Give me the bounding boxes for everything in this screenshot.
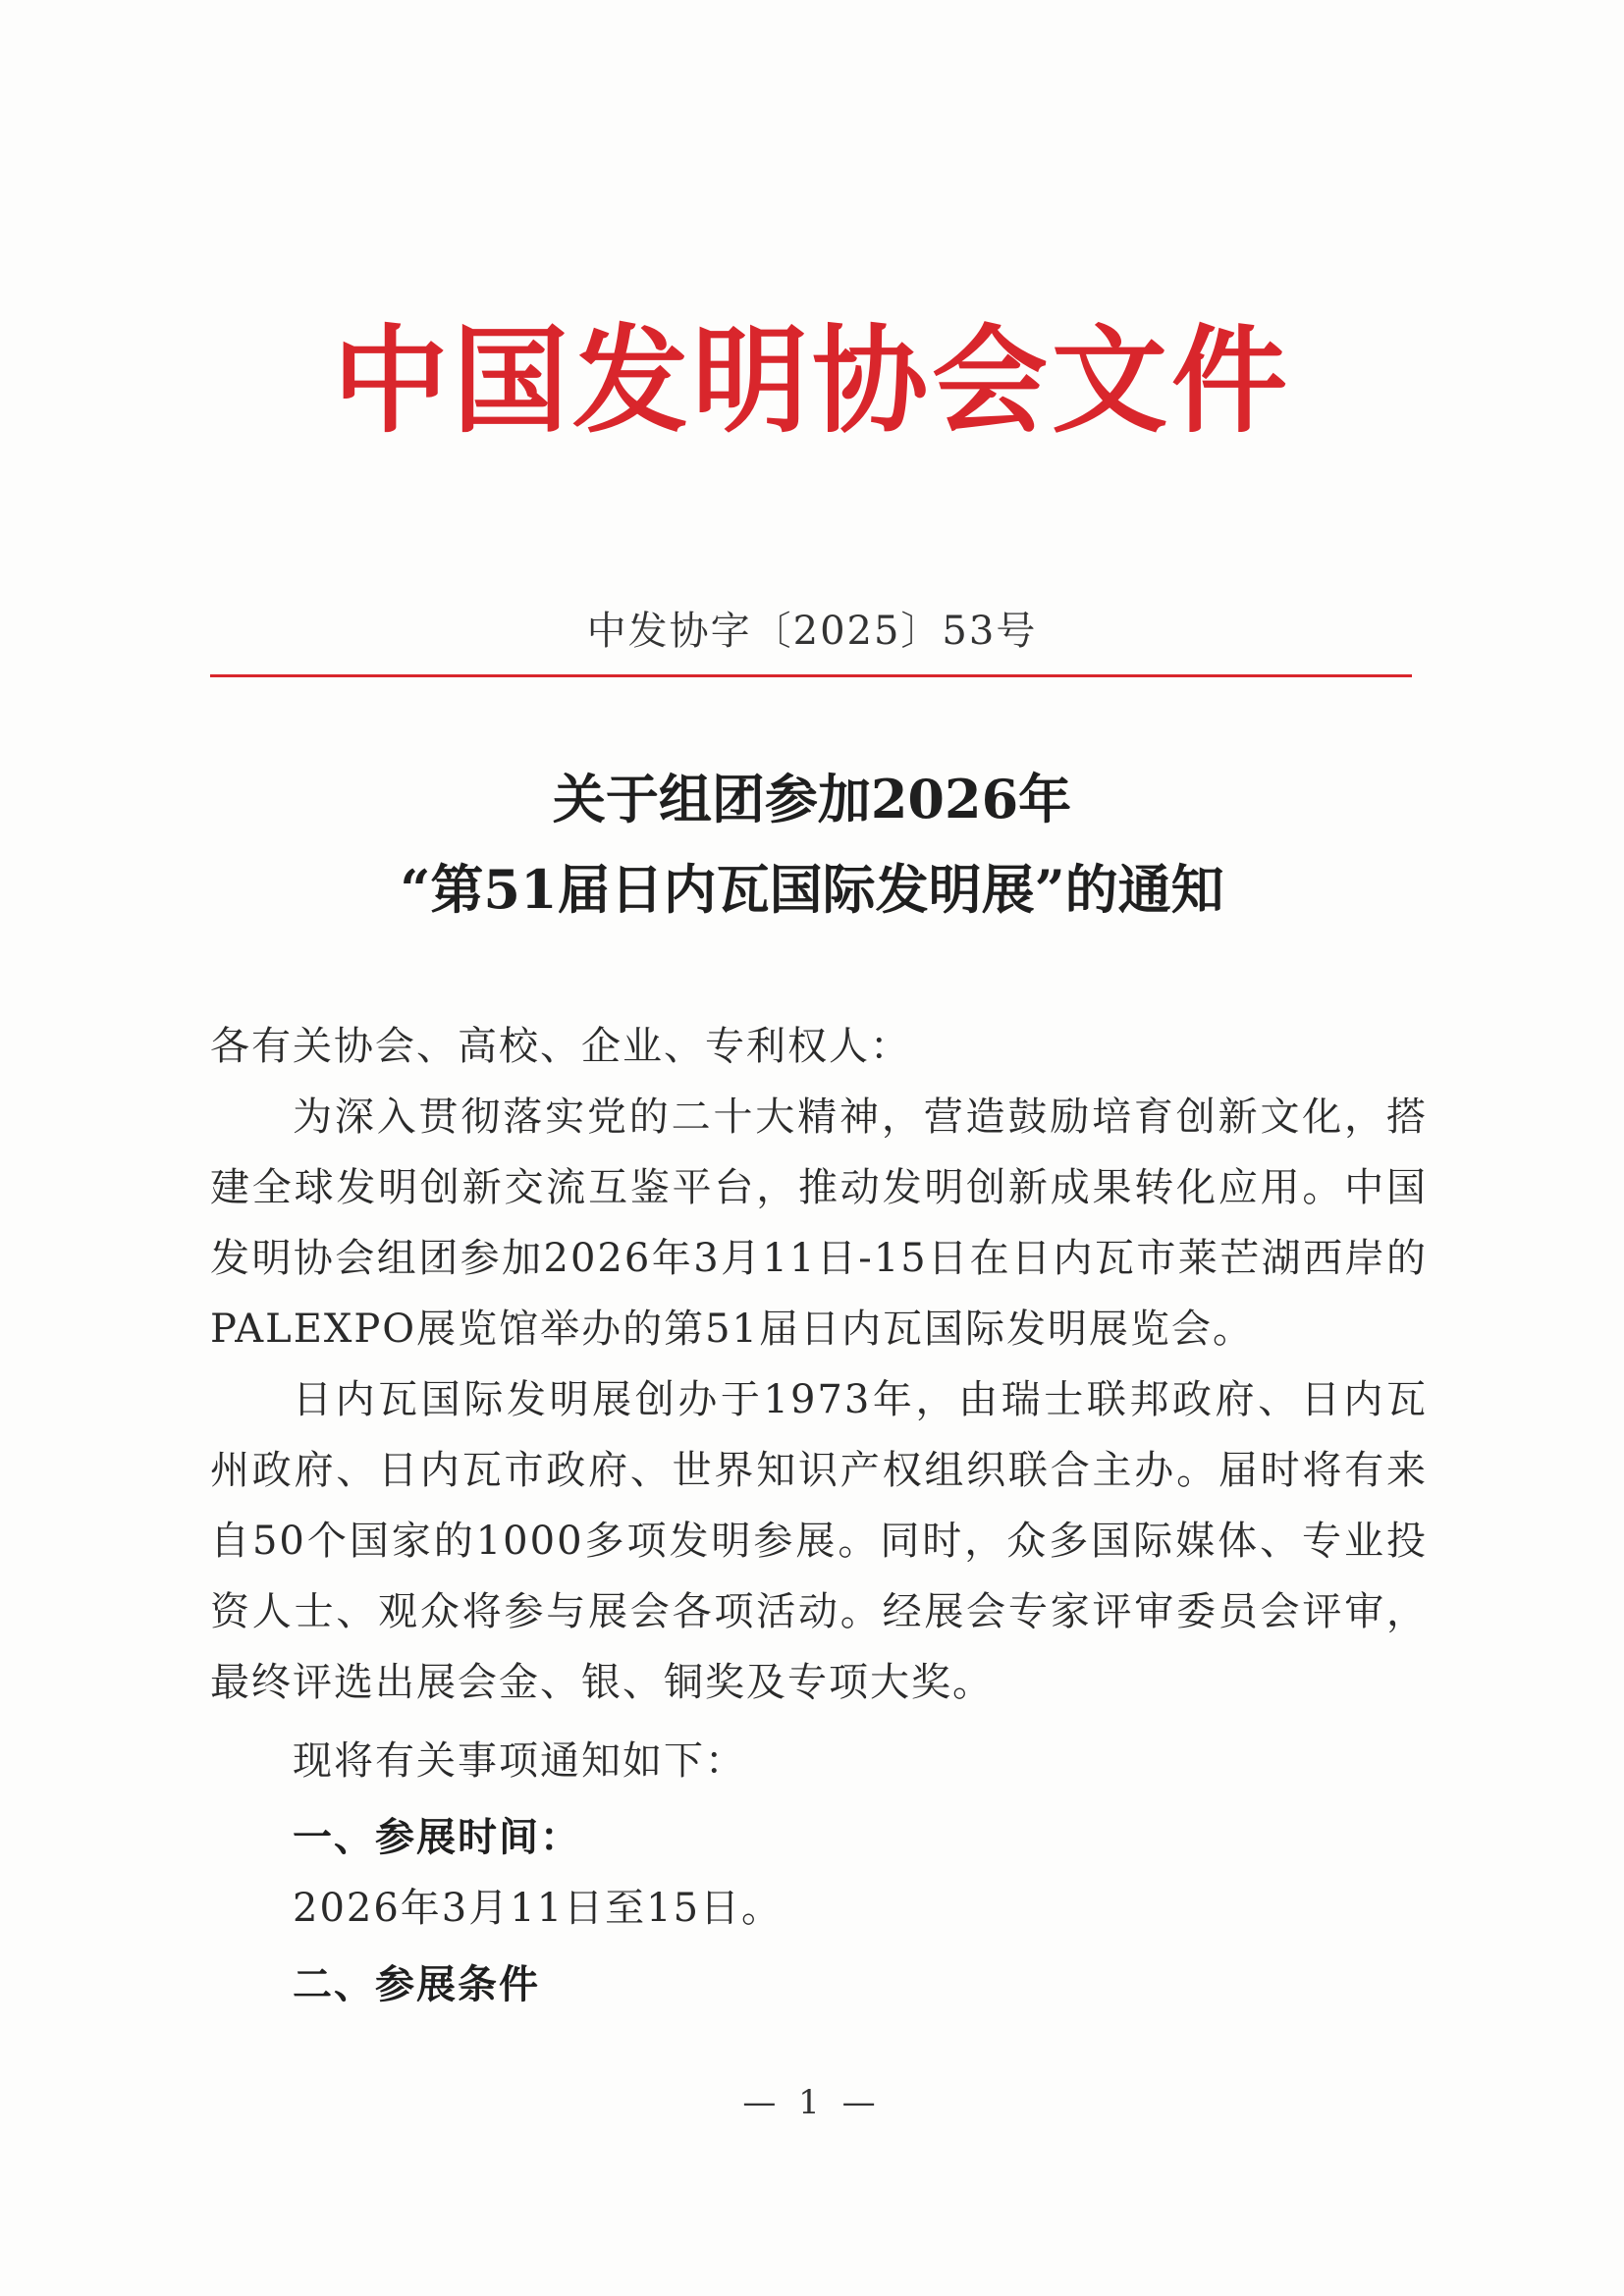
salutation: 各有关协会、高校、企业、专利权人： xyxy=(210,1024,911,1069)
document-body xyxy=(210,1011,1428,2020)
page-number: — 1 — xyxy=(742,2083,882,2122)
red-separator-line xyxy=(210,674,1412,677)
section-heading-conditions: 二、参展条件 xyxy=(293,1962,540,2007)
paragraph-notice-intro: 现将有关事项通知如下： xyxy=(293,1738,746,1784)
section-heading-time: 一、参展时间： xyxy=(293,1815,581,1860)
document-number: 中发协字〔2025〕53号 xyxy=(586,609,1038,654)
document-title-line-2: “第51届日内瓦国际发明展”的通知 xyxy=(400,858,1224,921)
document-title xyxy=(0,754,1624,934)
document-title-line-1: 关于组团参加2026年 xyxy=(552,768,1072,830)
issuer-header-title: 中国发明协会文件 xyxy=(332,312,1291,449)
paragraph-purpose: 为深入贯彻落实党的二十大精神，营造鼓励培育创新文化，搭建全球发明创新交流互鉴平台，推动发明创新成果转化应用。中国发明协会组团参加2026年3月11日-15日在日内瓦市莱芒湖西岸的PALEXPO展览馆举办的第51届日内瓦国际发明展览会。 xyxy=(210,1095,1428,1352)
paragraph-exhibition-dates: 2026年3月11日至15日。 xyxy=(293,1886,784,1931)
paragraph-background: 日内瓦国际发明展创办于1973年，由瑞士联邦政府、日内瓦州政府、日内瓦市政府、世界知识产权组织联合主办。届时将有来自50个国家的1000多项发明参展。同时，众多国际媒体、专业投资人士、观众将参与展会各项活动。经展会专家评审委员会评审，最终评选出展会金、银、铜奖及专项大奖。 xyxy=(210,1377,1428,1705)
